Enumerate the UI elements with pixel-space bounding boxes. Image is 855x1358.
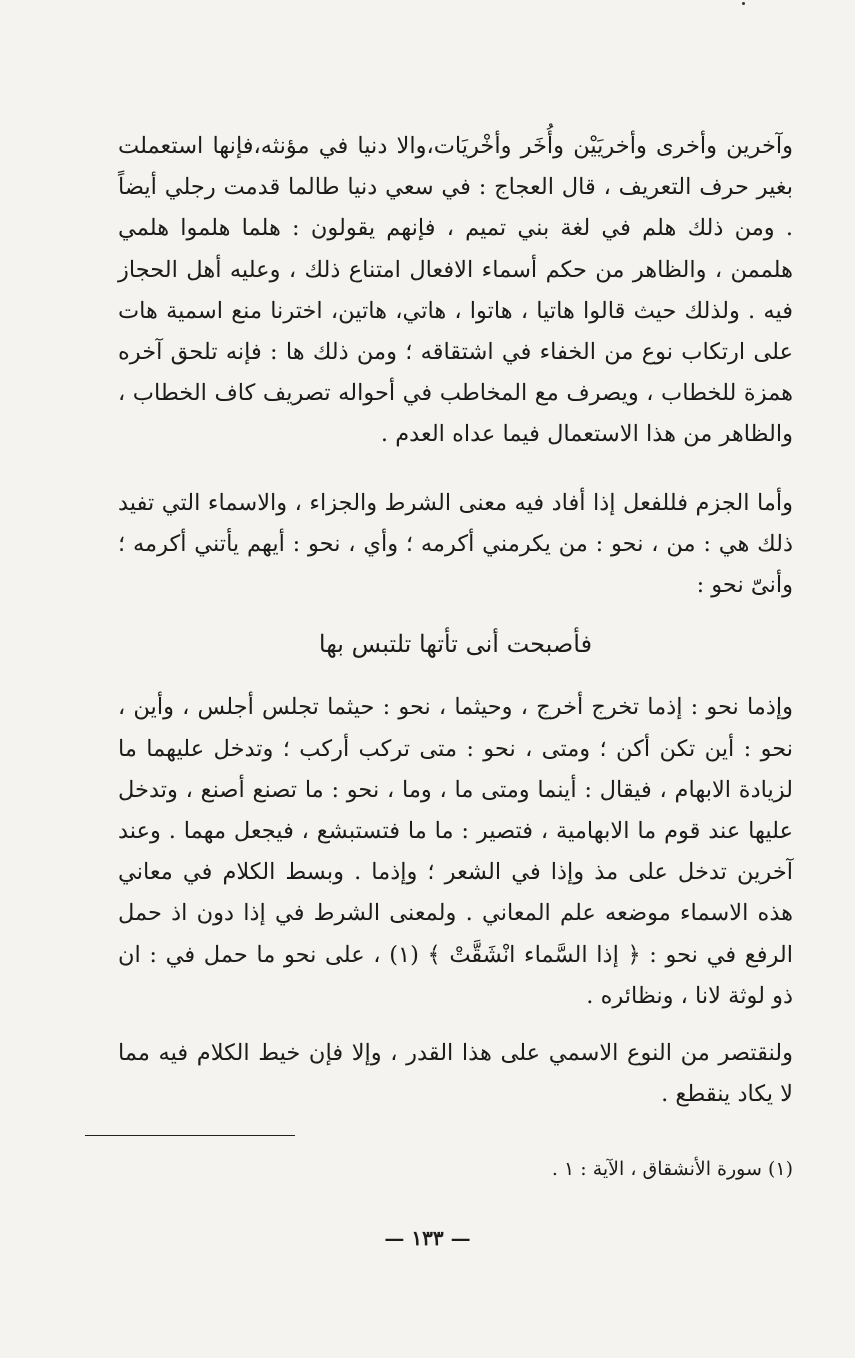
- footnote-divider: [85, 1135, 295, 1136]
- scan-speck: [742, 2, 745, 5]
- poetry-verse: فأصبحت أنى تأتها تلتبس بها: [318, 630, 593, 659]
- footnote: (١) سورة الأنشقاق ، الآية : ١ .: [551, 1158, 793, 1181]
- paragraph-3: وإذما نحو : إذما تخرج أخرج ، وحيثما ، نحو : حيثما تجلس أجلس ، وأين ، نحو : أين تكن أكن ؛ ومتى ، نحو : متى تركب أركب ؛ وتدخل عليهما ما لزيادة الابهام ، فيقال : أينما ومتى ما ، وما ، نحو : ما تصنع أصنع ، وتدخل عليها عند قوم ما الابهامية ، فتصير : ما ما فتستبشع ، فيجعل مهما . وعند آخرين تدخل على مذ وإذا في الشعر ؛ وإذما . وبسط الكلام في معاني هذه الاسماء موضعه علم المعاني . ولمعنى الشرط في إذا دون اذ حمل الرفع في نحو : ﴿ إذا السَّماء انْشَقَّتْ ﴾ (١) ، على نحو ما حمل في : ان ذو لوثة لانا ، ونظائره .: [118, 694, 793, 1009]
- paragraph-4: ولنقتصر من النوع الاسمي على هذا القدر ، وإلا فإن خيط الكلام فيه مما لا يكاد ينقطع .: [118, 1040, 793, 1108]
- page-body: [118, 118, 793, 1298]
- paragraph-1: وآخرين وأخرى وأخريَيْن وأُخَر وأخْريَات،والا دنيا في مؤنثه،فإنها استعملت بغير حرف التعريف ، قال العجاج : في سعي دنيا طالما قدمت رجلي أيضاً . ومن ذلك هلم في لغة بني تميم ، فإنهم يقولون : هلما هلموا هلمي هلممن ، والظاهر من حكم أسماء الافعال امتناع ذلك ، وعليه أهل الحجاز فيه . ولذلك حيث قالوا هاتيا ، هاتوا ، هاتي، هاتين، اخترنا منع اسمية هات على ارتكاب نوع من الخفاء في اشتقاقه ؛ ومن ذلك ها : فإنه تلحق آخره همزة للخطاب ، ويصرف مع المخاطب في أحواله تصريف كاف الخطاب ، والظاهر من هذا الاستعمال فيما عداه العدم .: [118, 133, 793, 448]
- paragraph-2: وأما الجزم فللفعل إذا أفاد فيه معنى الشرط والجزاء ، والاسماء التي تفيد ذلك هي : من ، نحو : من يكرمني أكرمه ؛ وأي ، نحو : أيهم يأتني أكرمه ؛ وأنىّ نحو :: [118, 489, 793, 599]
- page-number: — ١٣٣ —: [384, 1226, 471, 1250]
